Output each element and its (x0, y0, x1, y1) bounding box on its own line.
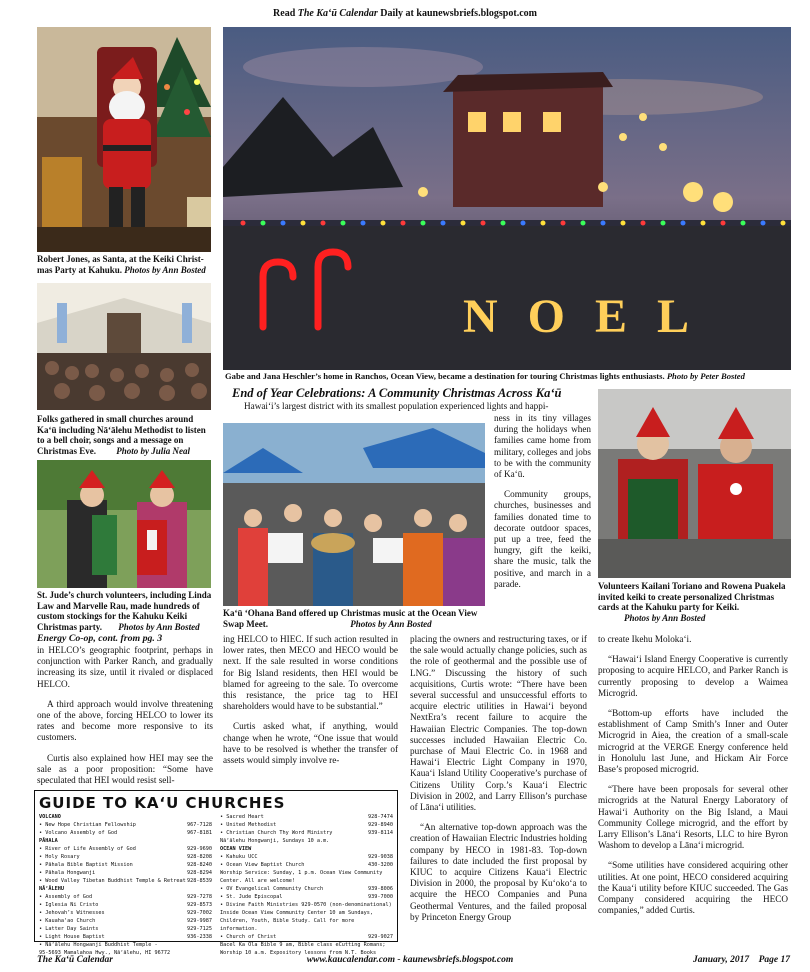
church-listing (39, 845, 212, 853)
church-phone: 928-8294 (187, 870, 212, 876)
church-listing (39, 829, 212, 837)
church-name: • Church of Christ (220, 934, 277, 940)
church-listing (220, 813, 393, 821)
church-guide-left (39, 813, 212, 957)
church-name: • Ocean View Baptist Church (220, 862, 305, 868)
church-listing (39, 853, 212, 861)
church-caption (37, 414, 213, 456)
church-phone: 928-8240 (187, 862, 212, 868)
footer-publication: The Ka‘ū Calendar (37, 955, 114, 965)
band-caption (223, 608, 485, 629)
church-phone: 928-7474 (368, 814, 393, 820)
church-phone: 929-9690 (187, 846, 212, 852)
church-listing (220, 933, 393, 941)
church-name: • Jehovah’s Witnesses (39, 910, 105, 916)
band-caption-text: Ka‘ū ‘Ohana Band offered up Christmas music at the Ocean View Swap Meet. (223, 608, 478, 629)
church-listing (220, 821, 393, 829)
church-phone: 928-8539 (187, 878, 212, 884)
feature-body (494, 413, 591, 599)
stjude-caption (37, 590, 213, 632)
church-guide-section: PĀHALA (39, 838, 58, 844)
church-phone: 929-9038 (368, 854, 393, 860)
volunteers-photo (598, 389, 791, 578)
church-name: • River of Life Assembly of God (39, 846, 136, 852)
feature-headline: End of Year Celebrations: A Community Christmas Across Ka‘ū (232, 386, 562, 400)
church-guide-note: 95-5693 Mamalahoa Hwy., Nā‘ālehu, HI 96772 (39, 950, 171, 956)
church-phone: 929-9027 (368, 934, 393, 940)
volunteers-caption-credit: Photos by Ann Bosted (624, 612, 706, 623)
church-phone: 939-8114 (368, 830, 393, 836)
santa-photo (37, 27, 211, 252)
col2-p1: ing HELCO to HIEC. If such action resulted in lower rates, then MECO and HECO would be next. If the sale resulted in worse conditions for Big Island residents, then HEI would be blamed for agreeing to the sale. To overcome this resistance, the price tag to HEI shareholders would have to be substantial.” (223, 634, 398, 712)
church-phone: 929-8940 (368, 822, 393, 828)
church-name: • Volcano Assembly of God (39, 830, 118, 836)
church-caption-text: Folks gathered in small churches around Ka‘ū including Nā‘ālehu Methodist to listen to a bell choir, songs and a message on Christmas Eve. (37, 414, 206, 456)
col3-p2: “An alternative top-down approach was the creation of Hawaiian Electric Industries holding company by HECO in 1981-83. Top-down failures to date included the first proposal by KIUC to acquire Citizens Kaua‘i Electric Division in 2000, the proposal by Ku‘oko‘a to acquire the HECO Companies and Puna Geothermal Ventures, and the failed proposal by Princeton Energy Group (410, 822, 587, 922)
col1-p3: Curtis also explained how HEI may see the sale as a poor proposition: “Some have speculated that HEI would resist sell- (37, 752, 213, 786)
church-listing (39, 869, 212, 877)
continued-heading: Energy Co-op, cont. from pg. 3 (37, 633, 163, 644)
church-listing (220, 885, 393, 893)
church-name: • Christian Church Thy Word Ministry (220, 830, 333, 836)
church-name: • Wood Valley Tibetan Buddhist Temple & Retreat (39, 878, 186, 884)
church-guide-section: VOLCANO (39, 814, 61, 820)
church-phone: 929-7002 (187, 910, 212, 916)
article-col2 (223, 634, 398, 775)
band-caption-credit: Photos by Ann Bosted (350, 618, 432, 629)
church-listing (39, 901, 212, 909)
article-col4 (598, 634, 788, 925)
santa-caption (37, 254, 213, 275)
church-listing (39, 909, 212, 917)
church-listing (220, 861, 393, 869)
header-suffix: Daily at kaunewsbriefs.blogspot.com (377, 8, 537, 19)
church-guide-note: Bacel Ka Ola Bible 9 am, Bible class eCutting Romans; Worship 10 a.m. Expository lessons from N.T. Books (220, 942, 386, 956)
church-guide-note: Worship Service: Sunday, 1 p.m. Ocean View Community Center. All are welcome! (220, 870, 383, 884)
church-caption-credit: Photo by Julia Neal (116, 445, 190, 456)
church-listing (39, 821, 212, 829)
santa-caption-credit: Photos by Ann Bosted (124, 264, 206, 275)
house-caption (225, 371, 791, 382)
stjude-caption-text: St. Jude’s church volunteers, including Linda Law and Marvelle Rau, made hundreds of custom stockings for the Kahuku Keiki Christmas party. (37, 590, 212, 632)
church-name: • Holy Rosary (39, 854, 80, 860)
church-guide-section: OCEAN VIEW (220, 846, 252, 852)
church-listing (39, 861, 212, 869)
church-guide-note: Nā‘ālehu Hongwanji, Sundays 10 a.m. (220, 838, 330, 844)
house-caption-credit: Photo by Peter Bosted (666, 371, 745, 381)
church-name: • Pāhala Hongwanji (39, 870, 96, 876)
church-name: • Pāhala Bible Baptist Mission (39, 862, 133, 868)
church-listing (39, 941, 212, 949)
footer-date-page: January, 2017 Page 17 (692, 955, 790, 965)
church-name: • Kauaha‘ao Church (39, 918, 96, 924)
church-phone: 967-7128 (187, 822, 212, 828)
church-name: • Latter Day Saints (39, 926, 99, 932)
church-guide-right (220, 813, 393, 957)
col4-p4: “There have been proposals for several other microgrids at the Natural Energy Laboratory of Hawai‘i Authority on the Big Island, a Maui Community College microgrid, and the effort by Larry Ellison’s Lāna‘i Resorts, LLC to hire Byron Washom to develop a Lāna‘i microgrid. (598, 784, 788, 851)
church-phone: 939-7000 (368, 894, 393, 900)
article-col3 (410, 634, 587, 932)
page-header (0, 8, 810, 19)
church-listing (39, 917, 212, 925)
church-name: • Iglesia Ni Cristo (39, 902, 99, 908)
church-name: • United Methodist (220, 822, 277, 828)
col4-p5: “Some utilities have considered acquiring other utilities. At one point, HECO considered acquiring the Kaua‘i utility before KIUC succeeded. The Gas Company considered acquiring the HECO companies,” added Curtis. (598, 860, 788, 916)
church-listing (220, 829, 393, 837)
feature-body-p2: Community groups, churches, businesses and families donated time to decorate outdoor spaces, put up a tree, feed the hungry, gift the keiki, share the music, talk the positive, and march in a parade. (494, 489, 591, 589)
col1-p1: in HELCO’s geographic footprint, perhaps in conjunction with Parker Ranch, and gradually increasing its size, until it rivaled or displaced HELCO. (37, 645, 213, 689)
church-name: • OV Evangelical Community Church (220, 886, 324, 892)
col4-p3: “Bottom-up efforts have included the establishment of Camp Smith’s Inner and Outer Microgrid in Aiea, the creation of a small-scale microgrid at the VERGE Energy conference held in Honolulu last June, and Hickam Air Force Base’s proposed microgrid. (598, 708, 788, 775)
church-listing (220, 853, 393, 861)
christmas-lights-house-photo (223, 27, 791, 370)
col1-p2: A third approach would involve threatening one of the above, forcing HELCO to lower its rates and become more responsive to its customers. (37, 698, 213, 743)
stjude-caption-credit: Photos by Ann Bosted (118, 621, 200, 632)
church-listing (39, 877, 212, 885)
church-listing (220, 893, 393, 901)
church-phone: 967-8181 (187, 830, 212, 836)
band-photo (223, 423, 485, 606)
church-phone: 929-7278 (187, 894, 212, 900)
church-phone: 929-9987 (187, 918, 212, 924)
noel-sign: NOEL (463, 290, 720, 343)
col4-p1: to create Ikehu Moloka‘i. (598, 634, 692, 644)
volunteers-caption (598, 581, 791, 623)
church-listing (39, 925, 212, 933)
church-phone: 929-7125 (187, 926, 212, 932)
church-phone: 936-2338 (187, 934, 212, 940)
church-phone: 928-8208 (187, 854, 212, 860)
church-name: • Sacred Heart (220, 814, 264, 820)
church-guide-box (34, 790, 398, 956)
col4-p2: “Hawai‘i Island Energy Cooperative is currently proposing to acquire HELCO, and Parker Ranch is currently proposing to develop a Waimea Microgrid. (598, 654, 788, 698)
church-name: • Light House Baptist (39, 934, 105, 940)
stjude-photo (37, 460, 211, 588)
church-name: • St. Jude Episcopal (220, 894, 283, 900)
church-photo (37, 283, 211, 410)
church-name: • New Hope Christian Fellowship (39, 822, 136, 828)
church-phone: 430-3200 (368, 862, 393, 868)
church-phone: 939-8006 (368, 886, 393, 892)
santa-caption-text: Robert Jones, as Santa, at the Keiki Christ-mas Party at Kahuku. (37, 254, 204, 275)
church-guide-section: NĀ‘ĀLEHU (39, 886, 64, 892)
church-listing (39, 893, 212, 901)
church-listing (39, 933, 212, 941)
church-phone: 929-8573 (187, 902, 212, 908)
col3-p1: placing the owners and restructuring taxes, or if the sale would actually change policies, such as the role of geothermal and the possible use of LNG.” Discussing the history of such acquisitions, Curtis wrote: “There have been several successful and unsuccessful efforts to acquire electric utilities in Hawai‘i beyond NextEra’s recent failure to acquire the Hawaiian Electric Companies. The top-down successes included Hawaiian Electric Co. purchase of Maui Electric Co. in 1968 and Hawai‘i Electric Light Company in 1970, Kaua‘i Island Utility Cooperative’s purchase of Citizens Utility Corp.’s Kaua‘i Electric Division in 2002, and Larry Ellison’s purchase of Lāna‘i utilities. (410, 634, 587, 813)
feature-lead: Hawai‘i’s largest district with its smallest population experienced lights and happi- (244, 401, 549, 411)
church-guide-note: • Divine Faith Ministries 929-0570 (non-denominational) Inside Ocean View Community Center 10 am Sundays, Children, Youth, Bible Study. Call for more information. (220, 902, 392, 932)
col2-p2: Curtis asked what, if anything, would change when he wrote, “One issue that would have to be resolved is whether the transfer of assets would simply involve re- (223, 721, 398, 766)
church-name: • Assembly of God (39, 894, 93, 900)
header-calendar-name: The Ka‘ū Calendar (297, 8, 378, 19)
feature-body-p1: ness in its tiny villages during the holidays when families came home from military, colleges and jobs to be with the community of Ka‘ū. (494, 413, 591, 480)
church-name: • Nā‘ālehu Hongwanji Buddhist Temple - (39, 942, 158, 948)
volunteers-caption-text: Volunteers Kailani Toriano and Rowena Puakela invited keiki to create personalized Christmas cards at the Kahuku party for Keiki. (598, 581, 786, 612)
house-caption-text: Gabe and Jana Heschler’s home in Ranchos, Ocean View, became a destination for touring Christmas lights enthusiasts. (225, 371, 665, 381)
footer-website: www.kaucalendar.com - kaunewsbriefs.blogspot.com (306, 955, 514, 965)
church-name: • Kahuku UCC (220, 854, 258, 860)
article-col1 (37, 645, 213, 795)
church-guide-title: GUIDE TO KA‘U CHURCHES (39, 794, 286, 812)
header-prefix: Read (273, 8, 298, 19)
